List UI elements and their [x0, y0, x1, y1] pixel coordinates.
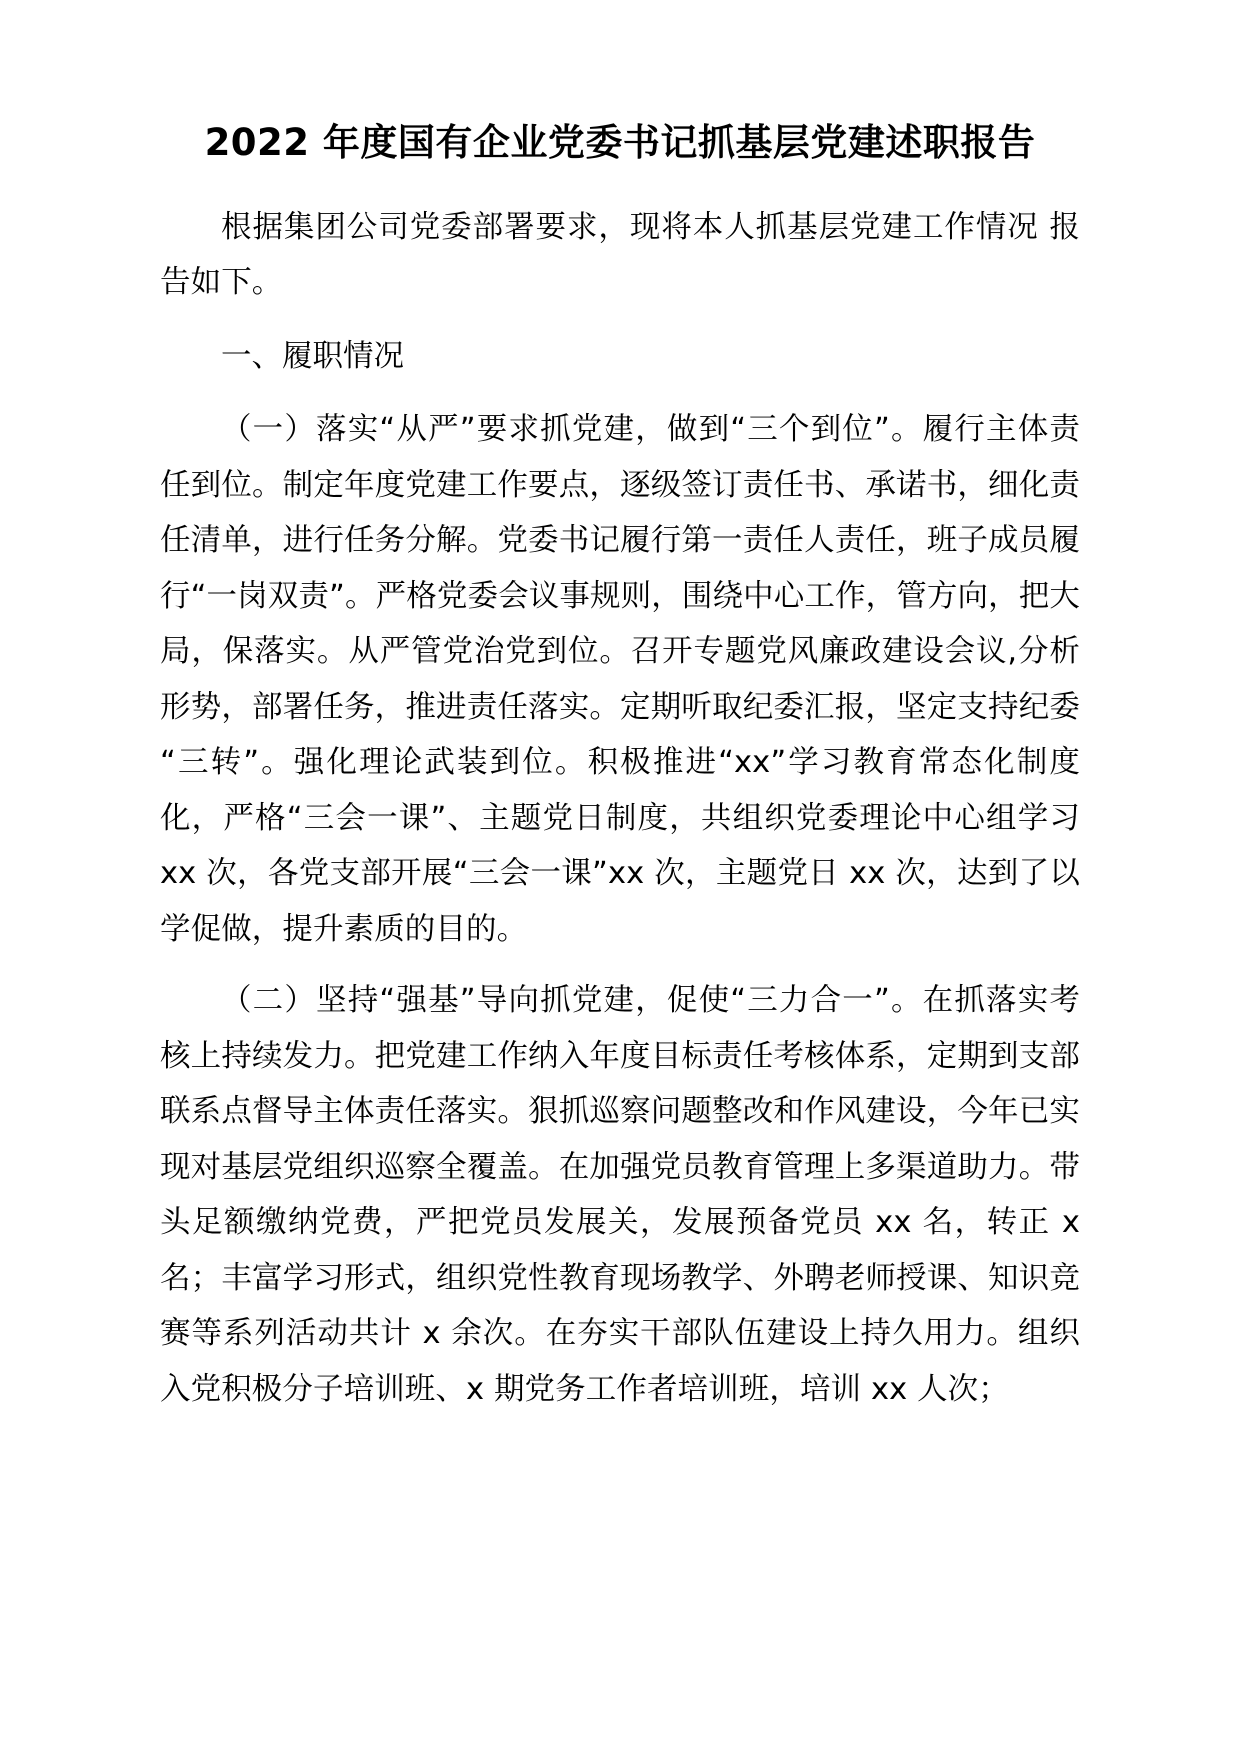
intro-paragraph: 根据集团公司党委部署要求，现将本人抓基层党建工作情况 报告如下。 [160, 209, 1080, 301]
document-body [160, 118, 1080, 1417]
document-title: 2022 年度国有企业党委书记抓基层党建述职报告 [204, 121, 1036, 164]
section-heading-1: 一、履职情况 [221, 338, 404, 374]
subsection-paragraph-2: （二）坚持“强基”导向抓党建，促使“三力合一”。在抓落实考核上持续发力。把党建工作纳入年度目标责任考核体系，定期到支部联系点督导主体责任落实。狠抓巡察问题整改和作风建设，今年已实现对基层党组织巡察全覆盖。在加强党员教育管理上多渠道助力。带头足额缴纳党费，严把党员发展关，发展预备党员 xx 名，转正 x 名；丰富学习形式，组织党性教育现场教学、外聘老师授课、知识竞赛等系列活动共计 x 余次。在夯实干部队伍建设上持久用力。组织入党积极分子培训班、x 期党务工作者培训班，培训 xx 人次； [160, 983, 1080, 1407]
subsection-paragraph-1: （一）落实“从严”要求抓党建，做到“三个到位”。履行主体责任到位。制定年度党建工作要点，逐级签订责任书、承诺书，细化责任清单，进行任务分解。党委书记履行第一责任人责任，班子成员履行“一岗双责”。严格党委会议事规则，围绕中心工作，管方向，把大局，保落实。从严管党治党到位。召开专题党风廉政建设会议,分析形势，部署任务，推进责任落实。定期听取纪委汇报，坚定支持纪委“三转”。强化理论武装到位。积极推进“xx”学习教育常态化制度化，严格“三会一课”、主题党日制度，共组织党委理论中心组学习 xx 次，各党支部开展“三会一课”xx 次，主题党日 xx 次，达到了以学促做，提升素质的目的。 [160, 412, 1080, 947]
